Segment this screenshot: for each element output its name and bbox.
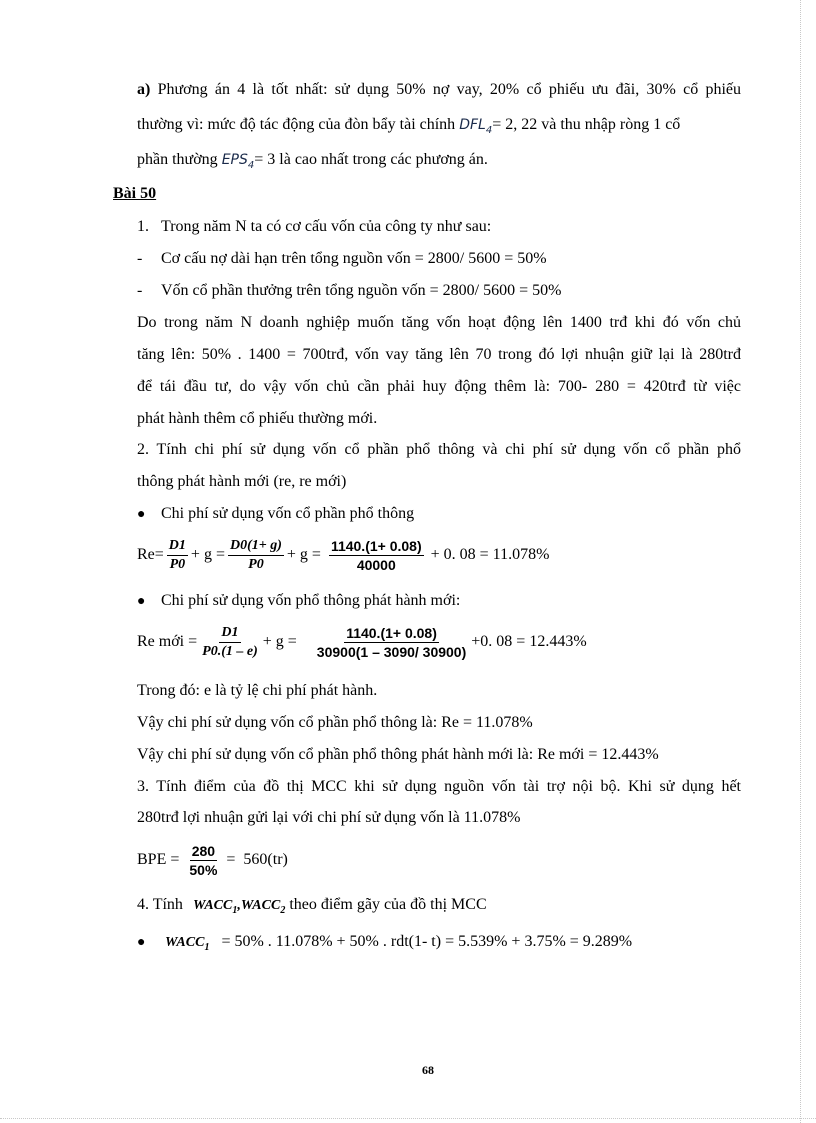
fraction-numerator: D1 [219,624,240,643]
formula-plus-g: + g = [286,546,321,563]
wacc-bullet-symbol [165,935,210,953]
bullet-icon: ● [137,594,146,609]
fraction-denominator: 40000 [356,556,396,573]
q1-dash-1-text: Cơ cấu nợ dài hạn trên tổng nguồn vốn = 2800/ 5600 = 50% [161,250,547,267]
bullet-icon: ● [137,507,146,522]
fraction-1140-30900 [315,624,468,661]
wacc-2-subscript: 2 [280,904,286,916]
fraction-numerator: 280 [191,842,216,859]
q1-para-2: tăng lên: 50% . 1400 = 700trđ, vốn vay tăng lên 70 trong đó lợi nhuận giữ lại là 280trđ [137,346,741,363]
para-a-text-2: thường vì: mức độ tác động của đòn bẩy tài chính [137,116,456,133]
q2-note: Trong đó: e là tỷ lệ chi phí phát hành. [137,682,378,699]
q1-line [137,217,741,237]
dfl-text: DFL [459,117,486,133]
dfl-symbol [459,117,493,136]
dash-marker-2: - [137,282,143,299]
q2-line-2: thông phát hành mới (re, re mới) [137,473,347,490]
fraction-numerator: D1 [167,537,188,556]
wacc-expression: = 50% . 11.078% + 50% . rdt(1- t) = 5.539% + 3.75% = 9.289% [221,933,633,950]
q4-bullet [137,932,741,958]
bullet-icon: ● [137,935,146,950]
q1-para-3: để tái đầu tư, do vậy vốn chủ cần phải huy động thêm là: 700- 280 = 420trđ từ việc [137,378,741,395]
fraction-denominator: P0 [248,556,264,572]
q1-para-1: Do trong năm N doanh nghiệp muốn tăng vốn hoạt động lên 1400 trđ khi đó vốn chủ [137,314,741,331]
wacc-bullet-subscript: 1 [204,941,210,953]
q2-bullet-2-text: Chi phí sử dụng vốn phổ thông phát hành mới: [161,592,461,609]
fraction-numerator: 1140.(1+ 0.08) [330,537,422,554]
fraction-numerator: 1140.(1+ 0.08) [346,624,437,641]
q2-bullet-1 [137,504,741,525]
formula-re [137,533,549,577]
dash-marker-1: - [137,250,143,267]
page-number: 68 [422,1063,434,1077]
para-a-line-1 [137,80,741,100]
wacc-separator: , [237,898,241,913]
para-a-label: a) [137,81,151,98]
q2-line-1: 2. Tính chi phí sử dụng vốn cổ phần phổ thông và chi phí sử dụng vốn cổ phần phổ [137,441,741,458]
formula-plus-g: + g = [262,633,297,650]
fraction-denominator: 50% [189,861,218,878]
q1-para-4: phát hành thêm cổ phiếu thường mới. [137,410,378,427]
formula-bpe [137,838,288,882]
q4-text-pre: 4. Tính [137,896,183,913]
para-a-line-2 [137,115,741,141]
fraction-denominator: P0 [169,556,186,572]
fraction-denominator: 30900(1 – 3090/ 30900) [316,643,467,660]
section-heading: Bài 50 [113,185,157,202]
q2-conclusion-2: Vậy chi phí sử dụng vốn cổ phần phổ thông phát hành mới là: Re mới = 12.443% [137,746,659,763]
dfl-subscript: 4 [485,124,493,136]
wacc-1-symbol [192,898,238,916]
fraction-1140-40000 [329,537,424,574]
page-border-right [800,0,801,1123]
q2-conclusion-1: Vậy chi phí sử dụng vốn cổ phần phổ thông là: Re = 11.078% [137,714,533,731]
q3-line-2: 280trđ lợi nhuận gửi lại với chi phí sử dụng vốn là 11.078% [137,809,521,826]
wacc-2-text: WACC [240,898,281,913]
q4-line [137,895,741,921]
formula-re-moi-result: +0. 08 = 12.443% [471,633,587,650]
formula-bpe-result: = 560(tr) [226,851,288,868]
page-border-bottom [0,1118,816,1119]
fraction-280-50 [187,842,219,879]
wacc-1-subscript: 1 [232,904,238,916]
fraction-d1-p0e [200,624,260,661]
q2-bullet-1-text: Chi phí sử dụng vốn cổ phần phổ thông [161,505,415,522]
q1-text: Trong năm N ta có cơ cấu vốn của công ty như sau: [161,218,492,235]
wacc-1-text: WACC [192,898,233,913]
q1-marker: 1. [137,218,149,235]
q1-dash-1 [137,249,741,269]
q1-dash-2 [137,281,741,301]
formula-re-moi-lhs: Re mới = [137,633,198,650]
q3-line-1: 3. Tính điểm của đồ thị MCC khi sử dụng nguồn vốn tài trợ nội bộ. Khi sử dụng hết [137,778,741,795]
wacc-2-symbol [240,898,286,916]
eps-text: EPS [221,152,248,168]
formula-re-result: + 0. 08 = 11.078% [430,546,550,563]
formula-re-lhs: Re= [137,546,164,563]
q4-text-post: theo điểm gãy của đồ thị MCC [289,896,487,913]
eps-subscript: 4 [247,159,255,171]
q2-bullet-2 [137,591,741,612]
formula-re-moi [137,620,587,664]
q1-dash-2-text: Vốn cổ phần thưởng trên tổng nguồn vốn = 2800/ 5600 = 50% [161,282,562,299]
para-a-line-3 [137,150,741,176]
para-a-text-1: Phương án 4 là tốt nhất: sử dụng 50% nợ vay, 20% cổ phiếu ưu đãi, 30% cổ phiếu [157,81,742,98]
eps-symbol [221,152,255,171]
fraction-d0-p0 [228,537,284,574]
fraction-numerator: D0(1+ g) [228,537,284,556]
formula-plus-g: + g = [190,546,225,563]
fraction-d1-p0 [167,537,188,574]
formula-bpe-lhs: BPE = [137,851,180,868]
para-a-text-3: phần thường [137,151,218,168]
wacc-bullet-text: WACC [165,935,205,950]
para-a-text-3b: = 3 là cao nhất trong các phương án. [254,151,488,168]
fraction-denominator: P0.(1 – e) [202,643,258,659]
para-a-text-2b: = 2, 22 và thu nhập ròng 1 cổ [492,116,681,133]
